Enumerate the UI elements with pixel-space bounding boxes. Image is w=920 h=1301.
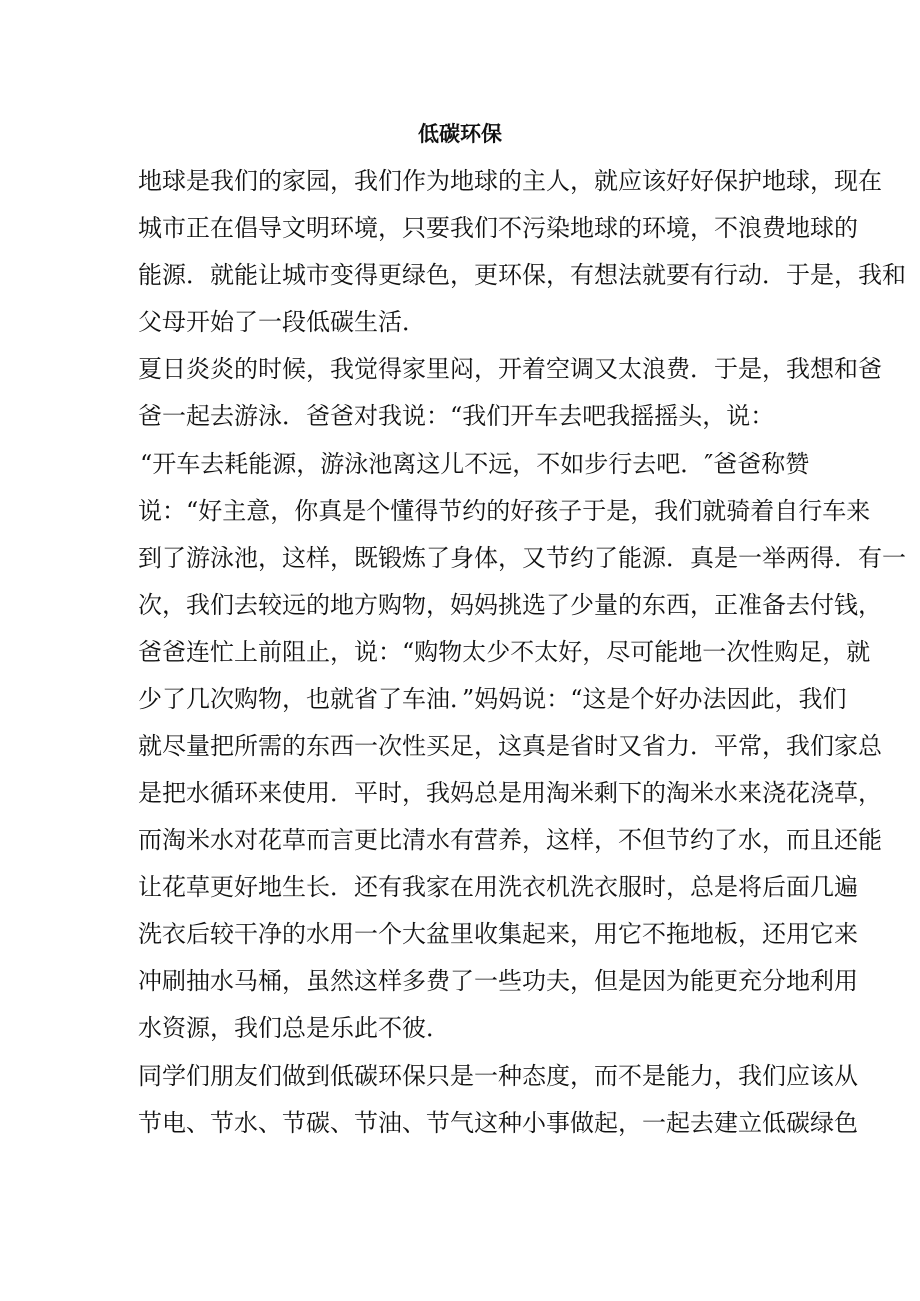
body-line-13: 就尽量把所需的东西一次性买足，这真是省时又省力．平常，我们家总 [138,732,882,760]
body-line-15: 而淘米水对花草而言更比清水有营养，这样，不但节约了水，而且还能 [138,826,882,854]
body-line-17: 洗衣后较干净的水用一个大盆里收集起来，用它不拖地板，还用它来 [138,920,858,948]
body-line-7: “开车去耗能源，游泳池离这儿不远，不如步行去吧．″爸爸称赞 [140,450,810,478]
document-title: 低碳环保 [418,121,502,146]
body-line-10: 次，我们去较远的地方购物，妈妈挑选了少量的东西，正准备去付钱， [138,591,882,619]
body-line-4: 父母开始了一段低碳生活． [138,308,426,336]
body-line-2: 城市正在倡导文明环境，只要我们不污染地球的环境，不浪费地球的 [138,214,858,242]
body-line-18: 冲刷抽水马桶，虽然这样多费了一些功夫，但是因为能更充分地利用 [138,967,858,995]
body-line-3: 能源．就能让城市变得更绿色，更环保，有想法就要有行动．于是，我和 [138,261,906,289]
body-line-21: 节电、节水、节碳、节油、节气这种小事做起，一起去建立低碳绿色 [138,1109,858,1137]
body-line-11: 爸爸连忙上前阻止，说：“购物太少不太好，尽可能地一次性购足，就 [138,638,871,666]
body-line-16: 让花草更好地生长．还有我家在用洗衣机洗衣服时，总是将后面几遍 [138,873,858,901]
body-line-12: 少了几次购物，也就省了车油．”妈妈说：“这是个好办法因此，我们 [138,685,847,713]
body-line-1: 地球是我们的家园，我们作为地球的主人，就应该好好保护地球，现在 [138,167,882,195]
body-line-6: 爸一起去游泳．爸爸对我说：“我们开车去吧我摇摇头，说： [138,402,775,430]
body-line-5: 夏日炎炎的时候，我觉得家里闷，开着空调又太浪费．于是，我想和爸 [138,355,882,383]
body-line-8: 说：“好主意，你真是个懂得节约的好孩子于是，我们就骑着自行车来 [138,497,871,525]
body-line-9: 到了游泳池，这样，既锻炼了身体，又节约了能源．真是一举两得．有一 [138,544,906,572]
body-line-20: 同学们朋友们做到低碳环保只是一种态度，而不是能力，我们应该从 [138,1062,858,1090]
body-line-14: 是把水循环来使用．平时，我妈总是用淘米剩下的淘米水来浇花浇草， [138,779,882,807]
body-line-19: 水资源，我们总是乐此不彼． [138,1014,450,1042]
